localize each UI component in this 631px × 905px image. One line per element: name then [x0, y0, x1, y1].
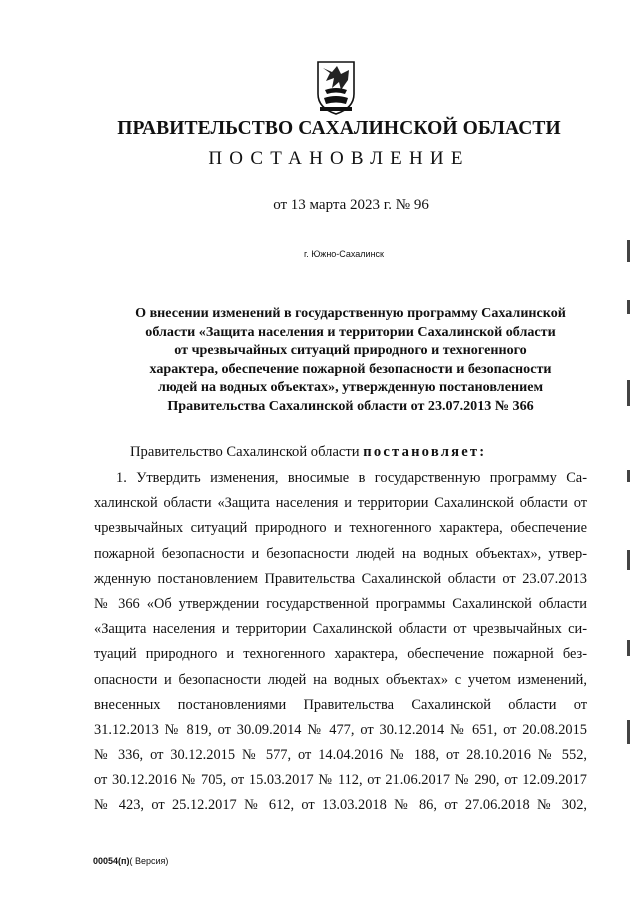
body-line: внесенных постановлениями Правительства Сахалинской области от [94, 696, 587, 713]
subject-line: области «Защита населения и территории Сахалинской области [145, 323, 556, 340]
document-subject [108, 304, 593, 416]
document-city: г. Южно-Сахалинск [304, 249, 384, 259]
body-line: чрезвычайных ситуаций природного и техногенного характера, обеспечение [94, 520, 587, 537]
body-line: от 30.12.2016 № 705, от 15.03.2017 № 112, от 21.06.2017 № 290, от 12.09.2017 [94, 772, 587, 789]
intro-text: Правительство Сахалинской области [130, 444, 364, 460]
footer-version: ( Версия) [129, 856, 169, 866]
subject-line: О внесении изменений в государственную программу Сахалинской [135, 305, 566, 321]
subject-line: от чрезвычайных ситуаций природного и техногенного [174, 342, 527, 359]
footer-code [93, 856, 168, 866]
body-line: № 423, от 25.12.2017 № 612, от 13.03.2018 № 86, от 27.06.2018 № 302, [94, 797, 587, 814]
resolution-body [94, 466, 587, 819]
body-line: пожарной безопасности и безопасности людей на водных объектах», утвер- [94, 545, 587, 562]
scan-edge-marks [625, 240, 631, 800]
body-line: халинской области «Защита населения и территории Сахалинской области от [94, 495, 587, 512]
government-title: ПРАВИТЕЛЬСТВО САХАЛИНСКОЙ ОБЛАСТИ [117, 118, 561, 139]
resolution-intro [130, 444, 486, 461]
footer-code-text: 00054(п) [93, 856, 130, 866]
coat-of-arms-emblem [315, 60, 357, 116]
body-line: опасности и безопасности людей на водных объектах» с учетом изменений, [94, 671, 587, 688]
subject-line: характера, обеспечение пожарной безопасности и безопасности [149, 360, 552, 377]
subject-line: Правительства Сахалинской области от 23.07.2013 № 366 [167, 397, 534, 414]
body-line: № 336, от 30.12.2015 № 577, от 14.04.2016 № 188, от 28.10.2016 № 552, [94, 747, 587, 764]
document-type: ПОСТАНОВЛЕНИЕ [208, 148, 470, 169]
subject-line: людей на водных объектах», утвержденную постановлением [157, 379, 544, 396]
body-line: жденную постановлением Правительства Сахалинской области от 23.07.2013 [94, 570, 587, 587]
body-line: 31.12.2013 № 819, от 30.09.2014 № 477, от 30.12.2014 № 651, от 20.08.2015 [94, 721, 587, 738]
document-date-number: от 13 марта 2023 г. № 96 [273, 197, 429, 213]
body-line: 1. Утвердить изменения, вносимые в государственную программу Са- [116, 470, 587, 486]
body-line: «Защита населения и территории Сахалинской области от чрезвычайных си- [94, 621, 587, 638]
body-line: № 366 «Об утверждении государственной программы Сахалинской области [94, 595, 587, 612]
body-line: туаций природного и техногенного характера, обеспечение пожарной без- [94, 646, 587, 663]
intro-emphasis: постановляет: [363, 444, 487, 460]
